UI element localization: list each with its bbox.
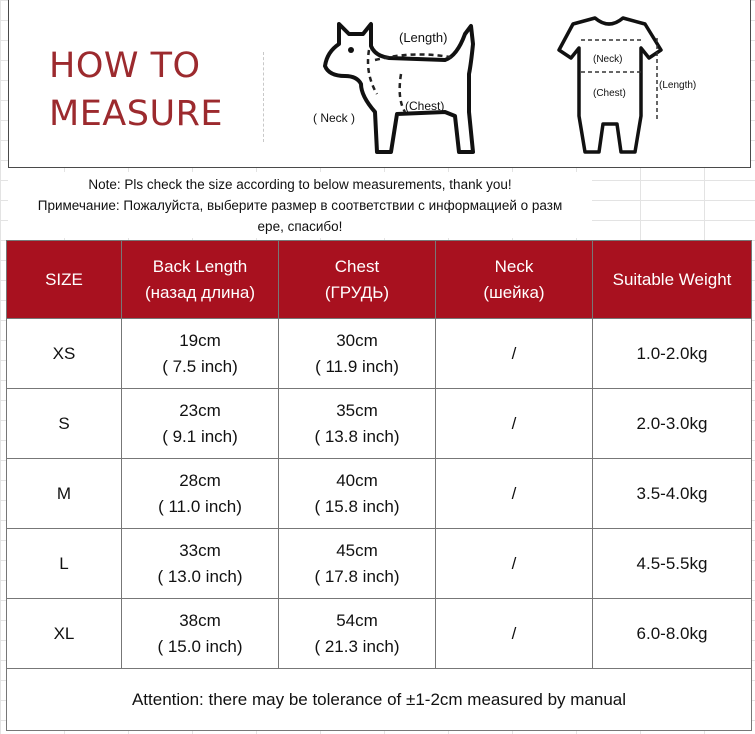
cell-chest xyxy=(279,529,436,599)
cell-chest-cm: 45cm xyxy=(336,540,378,560)
cell-chest-in: ( 11.9 inch) xyxy=(315,356,399,376)
header-size xyxy=(7,241,122,319)
measure-banner xyxy=(8,0,751,168)
header-back-length-label: Back Length xyxy=(152,256,248,276)
banner-title-line2: MEASURE xyxy=(49,94,224,134)
cell-back-length xyxy=(122,319,279,389)
header-neck xyxy=(436,241,593,319)
cell-size: XL xyxy=(7,599,122,669)
header-back-length xyxy=(122,241,279,319)
cell-size: M xyxy=(7,459,122,529)
header-back-length-sublabel: (назад длина) xyxy=(144,282,256,302)
cell-chest xyxy=(279,599,436,669)
cell-chest-in: ( 13.8 inch) xyxy=(314,426,400,446)
cell-size: S xyxy=(7,389,122,459)
cell-back-cm: 19cm xyxy=(179,330,221,350)
banner-title xyxy=(49,42,239,138)
header-size-label: SIZE xyxy=(45,269,83,289)
header-neck-label: Neck xyxy=(494,256,534,276)
dog-neck-line xyxy=(368,50,377,94)
cell-size: XS xyxy=(7,319,122,389)
table-row xyxy=(7,529,752,599)
cell-neck: / xyxy=(436,389,593,459)
table-header-row xyxy=(7,241,752,319)
size-chart-table xyxy=(6,240,752,731)
note-line-russian-cont: ере, спасибо! xyxy=(257,219,343,234)
header-chest-label: Chest xyxy=(334,256,380,276)
cell-weight: 3.5-4.0kg xyxy=(593,459,752,529)
shirt-length-label: (Length) xyxy=(659,80,697,91)
cell-chest xyxy=(279,319,436,389)
cell-chest-in: ( 21.3 inch) xyxy=(314,636,400,656)
header-chest xyxy=(279,241,436,319)
dog-eye xyxy=(348,47,354,53)
cell-chest-cm: 54cm xyxy=(336,610,378,630)
cell-back-cm: 28cm xyxy=(179,470,221,490)
cell-chest xyxy=(279,389,436,459)
cell-back-cm: 33cm xyxy=(179,540,221,560)
cell-chest-cm: 30cm xyxy=(336,330,378,350)
cell-chest-in: ( 15.8 inch) xyxy=(314,496,400,516)
cell-weight: 2.0-3.0kg xyxy=(593,389,752,459)
cell-back-in: ( 9.1 inch) xyxy=(162,426,238,446)
shirt-neck-label: (Neck) xyxy=(593,54,623,65)
table-row xyxy=(7,389,752,459)
header-weight xyxy=(593,241,752,319)
cell-back-in: ( 15.0 inch) xyxy=(157,636,243,656)
cell-neck: / xyxy=(436,599,593,669)
shirt-measure-diagram xyxy=(537,10,707,160)
cell-back-cm: 38cm xyxy=(179,610,221,630)
shirt-outline xyxy=(559,18,661,152)
cell-neck: / xyxy=(436,459,593,529)
dog-length-label: (Length) xyxy=(399,30,448,45)
cell-neck: / xyxy=(436,319,593,389)
note-line-english: Note: Pls check the size according to below measurements, thank you! xyxy=(88,177,512,192)
table-row xyxy=(7,319,752,389)
banner-title-line1: HOW TO xyxy=(49,46,201,86)
tolerance-note: Attention: there may be tolerance of ±1-2cm measured by manual xyxy=(7,669,752,731)
shirt-chest-label: (Chest) xyxy=(593,88,626,99)
table-footer-row xyxy=(7,669,752,731)
cell-weight: 6.0-8.0kg xyxy=(593,599,752,669)
cell-back-length xyxy=(122,459,279,529)
cell-back-in: ( 11.0 inch) xyxy=(158,496,242,516)
cell-back-length xyxy=(122,529,279,599)
cell-back-length xyxy=(122,389,279,459)
dog-chest-label: (Chest) xyxy=(405,99,445,113)
table-row xyxy=(7,599,752,669)
cell-chest-cm: 35cm xyxy=(336,400,378,420)
cell-back-in: ( 7.5 inch) xyxy=(162,356,238,376)
cell-weight: 4.5-5.5kg xyxy=(593,529,752,599)
note-line-russian: Примечание: Пожалуйста, выберите размер в соответствии с информацией о разм xyxy=(37,198,563,213)
cell-weight: 1.0-2.0kg xyxy=(593,319,752,389)
size-note xyxy=(8,172,592,238)
cell-chest-cm: 40cm xyxy=(336,470,378,490)
cell-size: L xyxy=(7,529,122,599)
banner-divider xyxy=(263,52,264,142)
dog-neck-label: ( Neck ) xyxy=(313,111,355,125)
cell-neck: / xyxy=(436,529,593,599)
header-weight-label: Suitable Weight xyxy=(612,269,732,289)
header-chest-sublabel: (ГРУДЬ) xyxy=(324,282,390,302)
header-neck-sublabel: (шейка) xyxy=(483,282,545,302)
dog-measure-diagram xyxy=(305,4,505,162)
cell-back-in: ( 13.0 inch) xyxy=(157,566,243,586)
table-row xyxy=(7,459,752,529)
cell-back-cm: 23cm xyxy=(179,400,221,420)
cell-back-length xyxy=(122,599,279,669)
cell-chest xyxy=(279,459,436,529)
cell-chest-in: ( 17.8 inch) xyxy=(314,566,400,586)
